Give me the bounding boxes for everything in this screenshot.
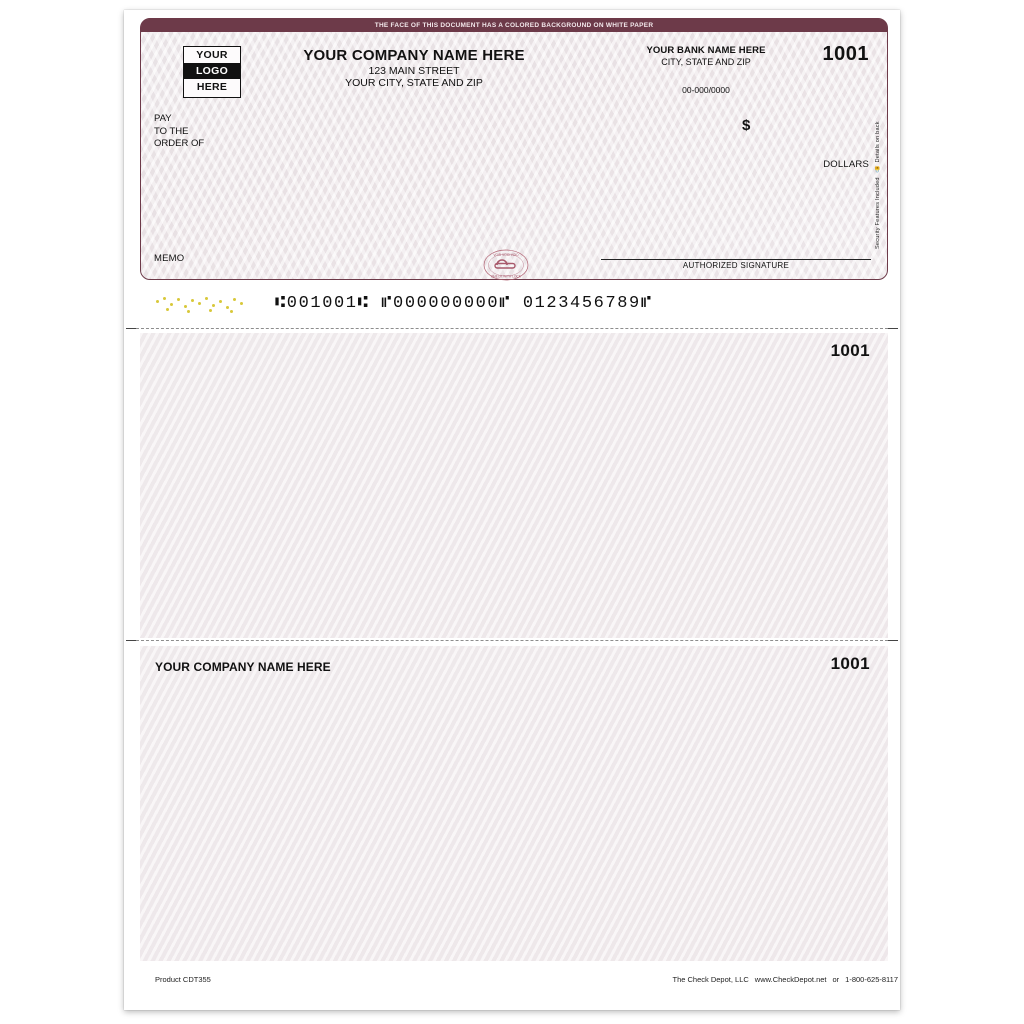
perf-tick-left-1 bbox=[126, 328, 136, 329]
footer-product-code: Product CDT355 bbox=[155, 975, 211, 984]
check-number: 1001 bbox=[822, 43, 869, 65]
memo-label: MEMO bbox=[154, 253, 185, 264]
footer-vendor-website[interactable]: www.CheckDepot.net bbox=[754, 975, 827, 984]
micr-encoding-line: ⑆001001⑆ ⑈000000000⑈ 0123456789⑈ bbox=[275, 294, 653, 313]
logo-placeholder bbox=[183, 46, 241, 98]
security-padlock-icon bbox=[482, 248, 530, 282]
dollar-sign: $ bbox=[742, 117, 751, 134]
perf-tick-right-2 bbox=[888, 640, 898, 641]
company-name: YOUR COMPANY NAME HERE bbox=[303, 47, 525, 64]
lock-glyph-icon: 🔒 bbox=[875, 164, 881, 176]
bank-fraction-number: 00-000/0000 bbox=[682, 85, 730, 95]
svg-text:CHECK WITH LOCK: CHECK WITH LOCK bbox=[491, 274, 521, 279]
micr-security-dots-icon bbox=[154, 296, 254, 316]
logo-line-2: LOGO bbox=[184, 63, 240, 79]
signature-line bbox=[601, 259, 871, 260]
dollars-label: DOLLARS bbox=[823, 159, 869, 170]
footer-or-text: or bbox=[832, 975, 840, 984]
footer-vendor-name: The Check Depot, LLC bbox=[672, 975, 749, 984]
pay-label-line-2: TO THE bbox=[154, 125, 189, 137]
details-on-back-text: Details on back bbox=[875, 121, 881, 163]
pay-to-the-order-of-label bbox=[154, 113, 204, 151]
svg-text:VOID VOID VOID: VOID VOID VOID bbox=[493, 253, 519, 257]
company-address-line-1: 123 MAIN STREET bbox=[368, 65, 460, 77]
micr-zone bbox=[140, 288, 888, 326]
perforation-line-bottom bbox=[126, 640, 898, 641]
authorized-signature-label: AUTHORIZED SIGNATURE bbox=[682, 261, 790, 270]
logo-line-3: HERE bbox=[196, 81, 228, 93]
bank-name: YOUR BANK NAME HERE bbox=[646, 45, 766, 56]
pay-label-line-1: PAY bbox=[154, 113, 172, 124]
logo-line-1: YOUR bbox=[196, 49, 228, 61]
security-warning-banner: THE FACE OF THIS DOCUMENT HAS A COLORED BACKGROUND ON WHITE PAPER bbox=[141, 19, 887, 32]
stub-lower-check-number: 1001 bbox=[830, 654, 870, 673]
bank-city-state-zip: CITY, STATE AND ZIP bbox=[661, 57, 751, 67]
perforation-line-top bbox=[126, 328, 898, 329]
footer-vendor-phone: 1-800-625-8117 bbox=[845, 975, 898, 984]
stub-panel-lower bbox=[140, 646, 888, 961]
check-face bbox=[140, 18, 888, 280]
perf-tick-left-2 bbox=[126, 640, 136, 641]
stub-upper-check-number: 1001 bbox=[830, 341, 870, 360]
footer-vendor-info bbox=[673, 975, 899, 984]
pay-label-line-3: ORDER OF bbox=[154, 138, 205, 149]
company-address-line-2: YOUR CITY, STATE AND ZIP bbox=[345, 77, 483, 89]
security-features-vertical-text bbox=[874, 79, 888, 249]
stub-lower-company-name: YOUR COMPANY NAME HERE bbox=[155, 660, 331, 674]
stub-panel-upper bbox=[140, 333, 888, 638]
perf-tick-right-1 bbox=[888, 328, 898, 329]
security-features-text: Security Features Included bbox=[875, 177, 881, 249]
